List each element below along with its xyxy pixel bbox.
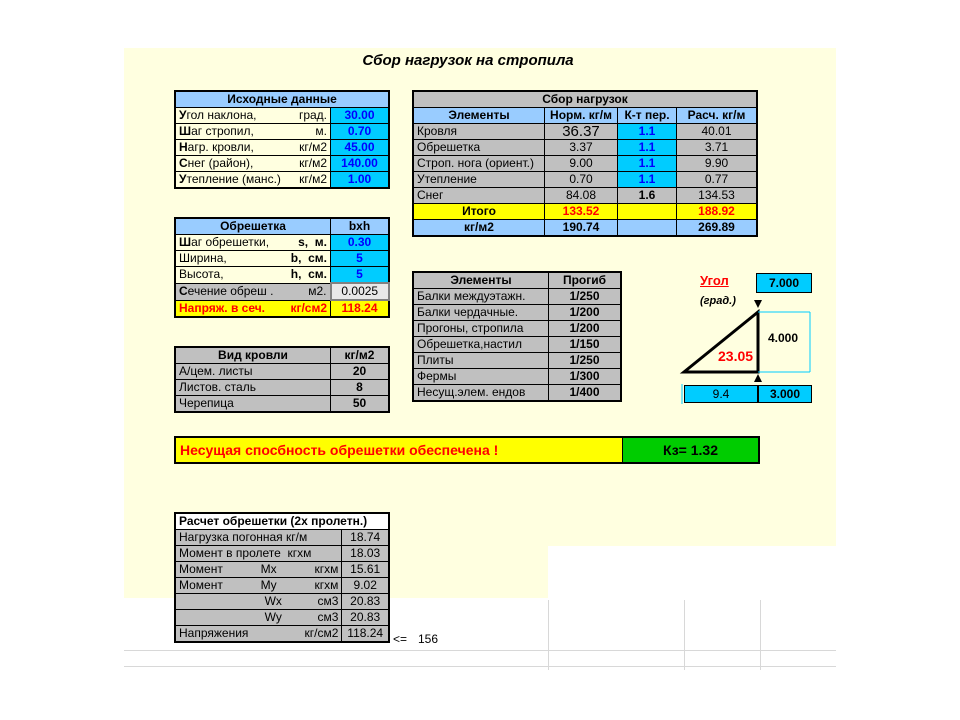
loads-row-norm: 84.08 — [545, 188, 618, 204]
roof-row-value: 8 — [331, 380, 390, 396]
lathing-value-cell[interactable]: 5 — [331, 267, 390, 284]
lathing-row-label: Высота, h, см. — [175, 267, 331, 284]
deflection-row-name: Балки чердачные. — [413, 305, 549, 321]
lathing-value-cell[interactable]: 5 — [331, 251, 390, 267]
calc-row-value: 20.83 — [342, 594, 389, 610]
deflection-row-name: Балки междуэтажн. — [413, 289, 549, 305]
angle-label: Угол — [700, 273, 729, 288]
compare-limit: 156 — [418, 632, 439, 646]
initial-header: Исходные данные — [175, 91, 389, 108]
loads-row-name: Кровля — [413, 124, 545, 140]
roof-row-label: Листов. сталь — [175, 380, 331, 396]
kz-cell — [623, 438, 758, 462]
loads-row-norm: 0.70 — [545, 172, 618, 188]
deflection-row-value: 1/250 — [549, 289, 622, 305]
deflection-row-value: 1/150 — [549, 337, 622, 353]
deflection-row-name: Плиты — [413, 353, 549, 369]
initial-row-label: Снег (район), кг/м2 — [175, 156, 331, 172]
initial-value-cell[interactable]: 140.00 — [331, 156, 390, 172]
loads-col-k: К-т пер. — [618, 108, 677, 124]
loads-row-calc: 9.90 — [677, 156, 758, 172]
initial-value-cell[interactable]: 45.00 — [331, 140, 390, 156]
loads-col-calc: Расч. кг/м — [677, 108, 758, 124]
arrow-icon — [754, 374, 762, 382]
loads-unit-norm: 190.74 — [545, 220, 618, 237]
gridline — [124, 650, 836, 651]
loads-row-k[interactable]: 1.1 — [618, 156, 677, 172]
loads-row-calc: 3.71 — [677, 140, 758, 156]
loads-row-k[interactable]: 1.1 — [618, 124, 677, 140]
lathing-row-label: Ширина, b, см. — [175, 251, 331, 267]
loads-row-k[interactable]: 1.1 — [618, 140, 677, 156]
section-value[interactable]: 0.0025 — [331, 283, 390, 300]
calc-row-value: 18.74 — [342, 530, 389, 546]
deflection-table — [412, 271, 622, 402]
calc-row-value: 9.02 — [342, 578, 389, 594]
roof-row-value: 20 — [331, 364, 390, 380]
loads-unit-k — [618, 220, 677, 237]
calc-row-label: Wy см3 — [175, 610, 342, 626]
gridline — [760, 600, 761, 670]
roof-row-value: 50 — [331, 396, 390, 413]
initial-value-cell[interactable]: 0.70 — [331, 124, 390, 140]
capacity-message-bar — [174, 436, 760, 464]
lathing-header: Обрешетка — [175, 218, 331, 235]
calc-row-label: Момент в пролете кгхм — [175, 546, 342, 562]
initial-data-table — [174, 90, 390, 189]
section-label: Сечение обреш . м2. — [175, 283, 331, 300]
deflection-row-value: 1/200 — [549, 321, 622, 337]
gridline — [124, 666, 836, 667]
loads-row-k: 1.6 — [618, 188, 677, 204]
calc-row-label: Wx см3 — [175, 594, 342, 610]
roof-row-label: Черепица — [175, 396, 331, 413]
lathing-calc-table — [174, 512, 390, 643]
loads-row-norm: 3.37 — [545, 140, 618, 156]
angle-unit: (град.) — [700, 295, 736, 307]
calc-row-value: 118.24 — [342, 626, 389, 643]
lathing-table — [174, 217, 390, 318]
deflection-col-elements: Элементы — [413, 272, 549, 289]
stress-value: 118.24 — [331, 300, 390, 317]
stress-label: Напряж. в сеч. кг/см2 — [175, 300, 331, 317]
deflection-row-value: 1/400 — [549, 385, 622, 402]
initial-value-cell[interactable]: 1.00 — [331, 172, 390, 189]
loads-row-calc: 40.01 — [677, 124, 758, 140]
sheet-title: Сбор нагрузок на стропила — [362, 52, 574, 69]
loads-row-name: Обрешетка — [413, 140, 545, 156]
loads-total-norm: 133.52 — [545, 204, 618, 220]
deflection-row-name: Обрешетка,настил — [413, 337, 549, 353]
initial-row-label: Нагр. кровли, кг/м2 — [175, 140, 331, 156]
angle-value-input[interactable]: 7.000 — [756, 273, 812, 293]
calc-row-label: Момент My кгхм — [175, 578, 342, 594]
initial-row-label: Угол наклона, град. — [175, 108, 331, 124]
roof-header: Вид кровли — [175, 347, 331, 364]
gridline — [684, 600, 685, 670]
loads-header: Сбор нагрузок — [413, 91, 757, 108]
deflection-col-value: Прогиб — [549, 272, 622, 289]
lathing-header-bxh: bxh — [331, 218, 390, 235]
kz-label: Кз= — [663, 442, 687, 458]
loads-total-calc: 188.92 — [677, 204, 758, 220]
calc-row-value: 15.61 — [342, 562, 389, 578]
loads-row-calc: 0.77 — [677, 172, 758, 188]
loads-row-norm: 36.37 — [545, 124, 618, 140]
kz-value: 1.32 — [690, 442, 718, 458]
calc-row-value: 18.03 — [342, 546, 389, 562]
capacity-message: Несущая спосбность обрешетки обеспечена ! — [176, 438, 623, 462]
arrow-icon — [754, 300, 762, 308]
loads-row-name: Строп. нога (ориент.) — [413, 156, 545, 172]
lathing-value-cell[interactable]: 0.30 — [331, 235, 390, 251]
loads-total-k — [618, 204, 677, 220]
roof-row-label: А/цем. листы — [175, 364, 331, 380]
initial-value-cell[interactable]: 30.00 — [331, 108, 390, 124]
triangle-side-value: 3.000 — [758, 385, 812, 403]
deflection-row-value: 1/250 — [549, 353, 622, 369]
deflection-row-name: Прогоны, стропила — [413, 321, 549, 337]
triangle-angle-value: 23.05 — [718, 348, 754, 364]
deflection-row-name: Несущ.элем. ендов — [413, 385, 549, 402]
calc-row-value: 20.83 — [342, 610, 389, 626]
roof-type-table — [174, 346, 390, 413]
loads-row-norm: 9.00 — [545, 156, 618, 172]
loads-total-label: Итого — [413, 204, 545, 220]
deflection-row-value: 1/200 — [549, 305, 622, 321]
initial-row-label: Утепление (манс.) кг/м2 — [175, 172, 331, 189]
loads-unit-calc: 269.89 — [677, 220, 758, 237]
initial-row-label: Шаг стропил, м. — [175, 124, 331, 140]
lathing-row-label: Шаг обрешетки, s, м. — [175, 235, 331, 251]
loads-row-name: Утепление — [413, 172, 545, 188]
loads-unit-label: кг/м2 — [413, 220, 545, 237]
loads-row-calc: 134.53 — [677, 188, 758, 204]
calc-header: Расчет обрешетки (2х пролетн.) — [175, 513, 389, 530]
calc-row-label: Момент Mx кгхм — [175, 562, 342, 578]
deflection-row-value: 1/300 — [549, 369, 622, 385]
compare-operator: <= — [393, 632, 408, 646]
triangle-base-value: 9.4 — [684, 385, 758, 403]
loads-table — [412, 90, 758, 237]
deflection-row-name: Фермы — [413, 369, 549, 385]
loads-row-name: Снег — [413, 188, 545, 204]
calc-row-label: Нагрузка погонная кг/м — [175, 530, 342, 546]
loads-col-norm: Норм. кг/м — [545, 108, 618, 124]
calc-row-label: Напряжения кг/см2 — [175, 626, 342, 643]
loads-col-elements: Элементы — [413, 108, 545, 124]
gridline — [548, 600, 549, 670]
roof-header-unit: кг/м2 — [331, 347, 390, 364]
triangle-height-value: 4.000 — [768, 331, 799, 345]
loads-row-k[interactable]: 1.1 — [618, 172, 677, 188]
